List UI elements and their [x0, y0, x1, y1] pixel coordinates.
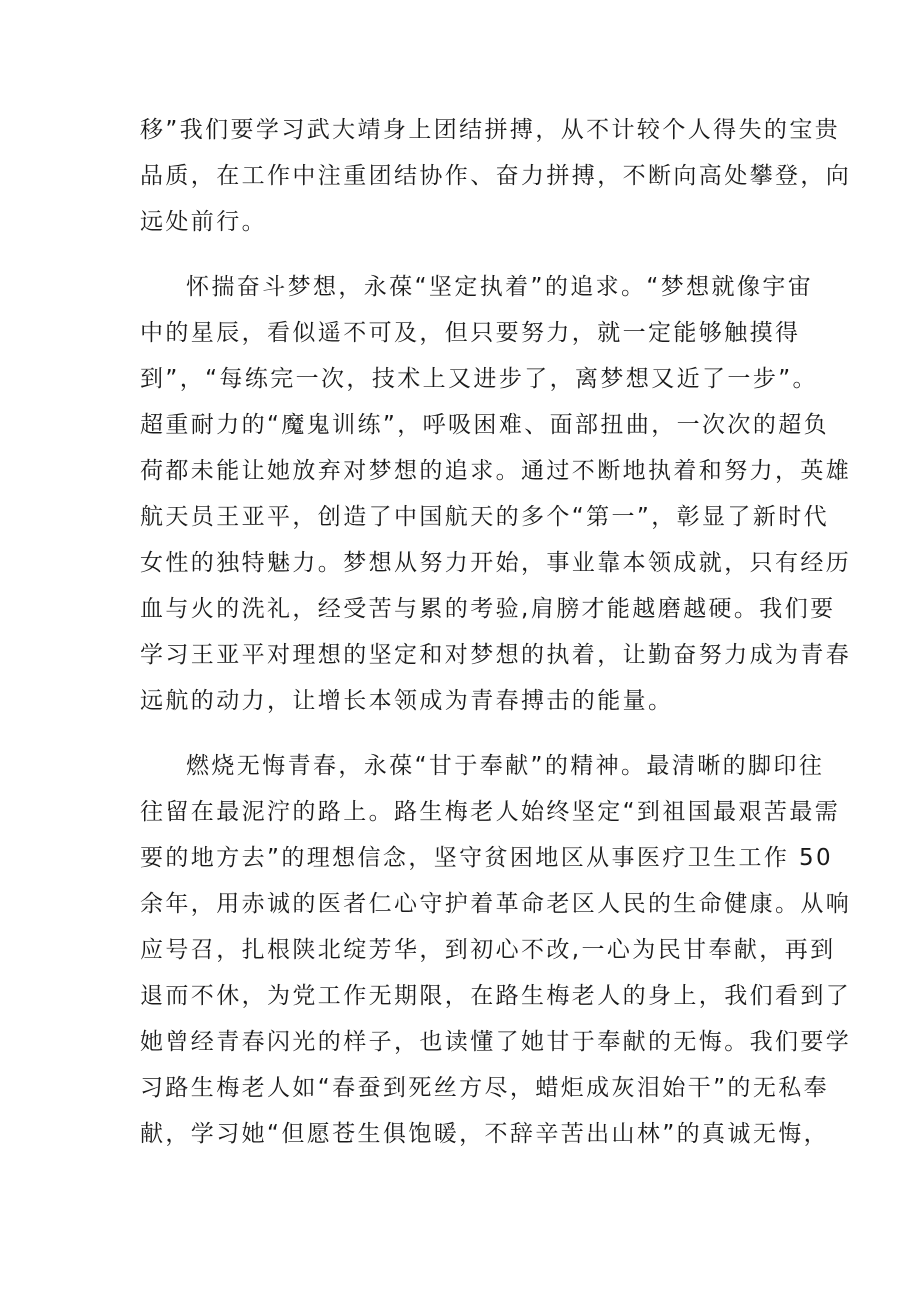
paragraph-3-line-1: 燃烧无悔青春，永葆“甘于奉献”的精神。最清晰的脚印往: [186, 753, 825, 779]
paragraph-1-line-3: 远处前行。: [140, 209, 267, 235]
paragraph-3-line-7: 她曾经青春闪光的样子，也读懂了她甘于奉献的无悔。我们要学: [140, 1029, 852, 1055]
paragraph-3-line-8: 习路生梅老人如“春蚕到死丝方尽，蜡炬成灰泪始干”的无私奉: [140, 1075, 830, 1101]
paragraph-2-line-1: 怀揣奋斗梦想，永葆“坚定执着”的追求。“梦想就像宇宙: [186, 274, 814, 300]
paragraph-2-line-7: 女性的独特魅力。梦想从努力开始，事业靠本领成就，只有经历: [140, 550, 852, 576]
paragraph-2-line-9: 学习王亚平对理想的坚定和对梦想的执着，让勤奋努力成为青春: [140, 642, 852, 668]
paragraph-2-line-4: 超重耐力的“魔鬼训练”，呼吸困难、面部扭曲，一次次的超负: [140, 412, 830, 438]
paragraph-3-line-6: 退而不休，为党工作无期限，在路生梅老人的身上，我们看到了: [140, 983, 852, 1009]
paragraph-1-line-2: 品质，在工作中注重团结协作、奋力拼搏，不断向高处攀登，向: [140, 163, 852, 189]
paragraph-3-line-3: 要的地方去”的理想信念，坚守贫困地区从事医疗卫生工作 50: [140, 845, 834, 871]
paragraph-3-line-9: 献，学习她“但愿苍生俱饱暖，不辞辛苦出山林”的真诚无悔，: [140, 1121, 830, 1147]
paragraph-2-line-5: 荷都未能让她放弃对梦想的追求。通过不断地执着和努力，英雄: [140, 458, 852, 484]
paragraph-1-line-1: 移”我们要学习武大靖身上团结拼搏，从不计较个人得失的宝贵: [140, 117, 841, 143]
paragraph-2-line-6: 航天员王亚平，创造了中国航天的多个“第一”，彰显了新时代: [140, 504, 830, 530]
paragraph-3-line-2: 往留在最泥泞的路上。路生梅老人始终坚定“到祖国最艰苦最需: [140, 799, 841, 825]
paragraph-3-line-4: 余年，用赤诚的医者仁心守护着革命老区人民的生命健康。从响: [140, 891, 852, 917]
paragraph-2-line-10: 远航的动力，让增长本领成为青春搏击的能量。: [140, 688, 674, 714]
paragraph-2-line-3: 到”，“每练完一次，技术上又进步了，离梦想又近了一步”。: [140, 366, 818, 392]
paragraph-2-line-8: 血与火的洗礼，经受苦与累的考验,肩膀才能越磨越硬。我们要: [140, 596, 836, 622]
paragraph-3-line-5: 应号召，扎根陕北绽芳华，到初心不改,一心为民甘奉献，再到: [140, 937, 836, 963]
paragraph-2-line-2: 中的星辰，看似遥不可及，但只要努力，就一定能够触摸得: [140, 320, 801, 346]
